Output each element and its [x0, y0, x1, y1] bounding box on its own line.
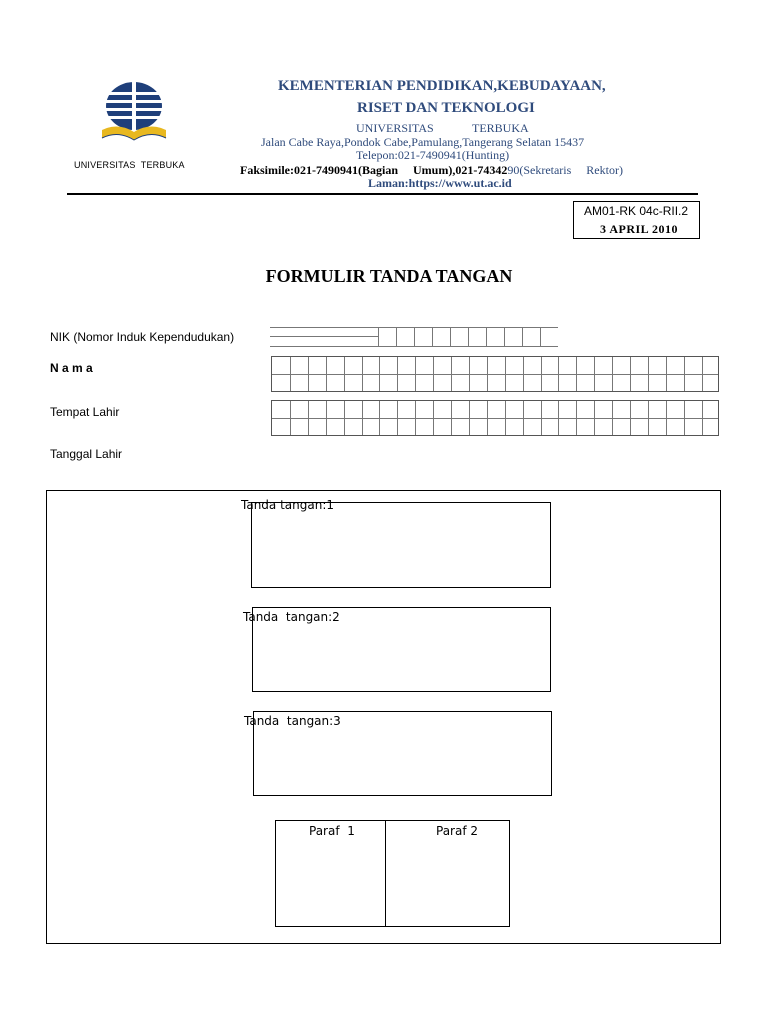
grid-cell-divider	[702, 357, 703, 391]
grid-cell-divider	[433, 401, 434, 435]
grid-cell-divider	[415, 401, 416, 435]
grid-cell-divider	[362, 401, 363, 435]
grid-cell-divider	[576, 401, 577, 435]
grid-cell-divider	[630, 401, 631, 435]
grid-cell-divider	[344, 357, 345, 391]
university-logo	[98, 80, 170, 144]
grid-cell-divider	[702, 401, 703, 435]
grid-cell-divider	[469, 357, 470, 391]
nama-input-grid[interactable]	[271, 356, 719, 392]
fax-bold: Faksimile:021-7490941(Bagian Umum),021-74342	[240, 163, 508, 177]
tempat-lahir-label: Tempat Lahir	[50, 405, 120, 419]
grid-cell-divider	[684, 357, 685, 391]
grid-cell-divider	[344, 401, 345, 435]
grid-cell-divider	[397, 401, 398, 435]
grid-cell-divider	[505, 357, 506, 391]
university-word1: UNIVERSITAS	[356, 121, 434, 135]
grid-cell-divider	[379, 401, 380, 435]
grid-cell-divider	[523, 357, 524, 391]
tempat-grid-mid	[272, 418, 718, 419]
grid-cell-divider	[541, 401, 542, 435]
grid-cell-divider	[594, 357, 595, 391]
grid-cell-divider	[612, 357, 613, 391]
grid-cell-divider	[666, 401, 667, 435]
grid-cell-divider	[326, 357, 327, 391]
nik-cell-divider	[522, 327, 523, 347]
grid-cell-divider	[594, 401, 595, 435]
signature-3-label: Tanda tangan:3	[244, 714, 341, 728]
grid-cell-divider	[505, 401, 506, 435]
grid-cell-divider	[326, 401, 327, 435]
nik-cell-divider	[378, 327, 379, 347]
tanggal-lahir-label: Tanggal Lahir	[50, 447, 123, 461]
tempat-lahir-input-grid[interactable]	[271, 400, 719, 436]
nik-cell-divider	[450, 327, 451, 347]
header-divider	[67, 193, 698, 195]
grid-cell-divider	[451, 401, 452, 435]
nik-cell-divider	[486, 327, 487, 347]
paraf-2-label: Paraf 2	[436, 824, 479, 838]
grid-cell-divider	[290, 401, 291, 435]
nik-cell-divider	[414, 327, 415, 347]
paraf-1-label: Paraf 1	[309, 824, 355, 838]
grid-cell-divider	[648, 357, 649, 391]
grid-cell-divider	[558, 357, 559, 391]
website-line: Laman:https://www.ut.ac.id	[368, 176, 512, 190]
grid-cell-divider	[397, 357, 398, 391]
nik-cell-divider	[432, 327, 433, 347]
nik-cell-divider	[504, 327, 505, 347]
grid-cell-divider	[308, 357, 309, 391]
grid-cell-divider	[684, 401, 685, 435]
grid-cell-divider	[469, 401, 470, 435]
nama-grid-mid	[272, 374, 718, 375]
grid-cell-divider	[308, 401, 309, 435]
logo-emblem-icon	[98, 80, 170, 144]
nik-cell-divider	[396, 327, 397, 347]
grid-cell-divider	[612, 401, 613, 435]
grid-cell-divider	[630, 357, 631, 391]
grid-cell-divider	[433, 357, 434, 391]
grid-cell-divider	[362, 357, 363, 391]
university-word2: TERBUKA	[472, 121, 529, 135]
ministry-line2: RISET DAN TEKNOLOGI	[357, 100, 535, 116]
signature-box-1[interactable]	[251, 502, 551, 588]
grid-cell-divider	[451, 357, 452, 391]
grid-cell-divider	[576, 357, 577, 391]
page-title: FORMULIR TANDA TANGAN	[265, 266, 513, 286]
nik-input-grid[interactable]	[270, 327, 558, 347]
logo-caption: UNIVERSITAS TERBUKA	[74, 160, 185, 170]
ministry-line1: KEMENTERIAN PENDIDIKAN,KEBUDAYAAN,	[278, 78, 606, 94]
signature-2-label: Tanda tangan:2	[243, 610, 340, 624]
doc-code: AM01-RK 04c-RII.2	[584, 204, 689, 218]
nik-grid-mid	[270, 336, 378, 337]
grid-cell-divider	[648, 401, 649, 435]
grid-cell-divider	[541, 357, 542, 391]
grid-cell-divider	[415, 357, 416, 391]
nik-cell-divider	[468, 327, 469, 347]
grid-cell-divider	[666, 357, 667, 391]
nik-cell-divider	[540, 327, 541, 347]
phone-line: Telepon:021-7490941(Hunting)	[356, 148, 510, 162]
doc-code-box	[573, 201, 700, 239]
address-line: Jalan Cabe Raya,Pondok Cabe,Pamulang,Tangerang Selatan 15437	[261, 135, 585, 149]
grid-cell-divider	[487, 401, 488, 435]
nama-label: N a m a	[50, 361, 93, 375]
grid-cell-divider	[558, 401, 559, 435]
grid-cell-divider	[523, 401, 524, 435]
grid-cell-divider	[487, 357, 488, 391]
grid-cell-divider	[290, 357, 291, 391]
grid-cell-divider	[379, 357, 380, 391]
doc-date: 3 APRIL 2010	[600, 222, 679, 236]
signature-1-label: Tanda tangan:1	[241, 498, 335, 512]
nik-label: NIK (Nomor Induk Kependudukan)	[50, 330, 235, 344]
fax-rest: 90(Sekretaris Rektor)	[507, 163, 623, 177]
